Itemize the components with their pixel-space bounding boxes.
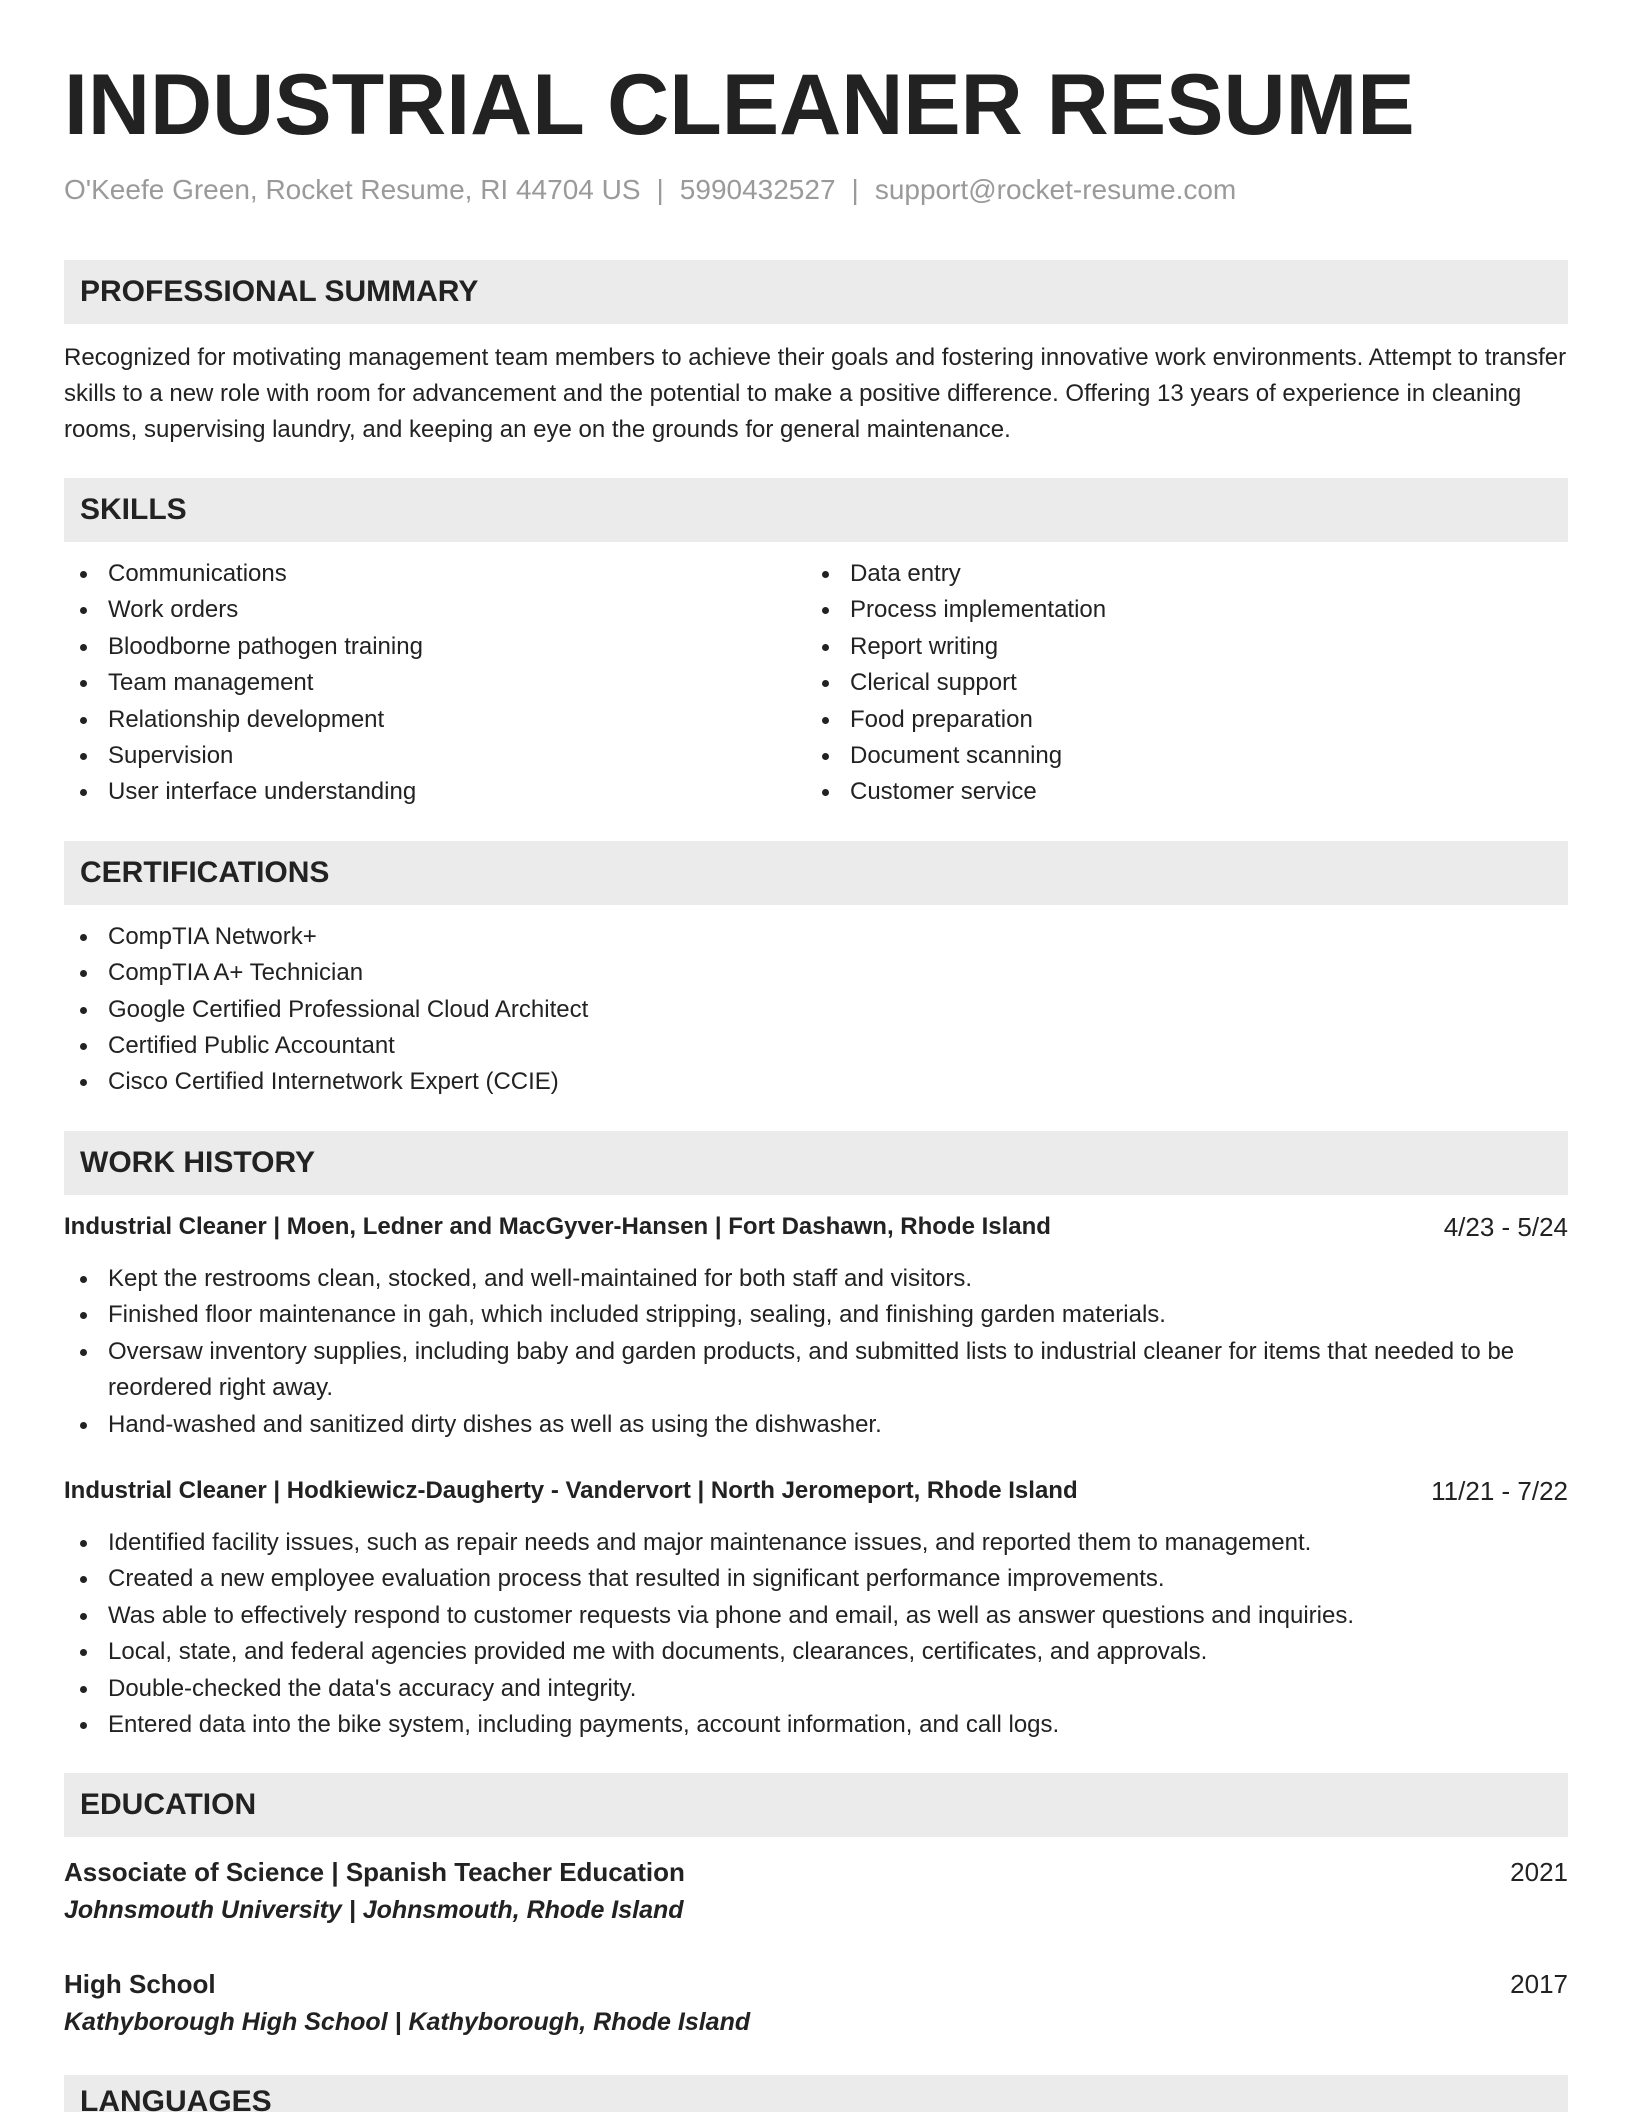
- job-duties-list: [64, 1261, 1568, 1443]
- skill-item: Report writing: [806, 629, 1548, 665]
- job-title: Industrial Cleaner | Hodkiewicz-Daugherty - Vandervort | North Jeromeport, Rhode Island: [64, 1476, 1078, 1504]
- resume-page: [64, 50, 1568, 2112]
- certification-item: Certified Public Accountant: [64, 1028, 1568, 1064]
- education-school: Kathyborough High School | Kathyborough, Rhode Island: [64, 2008, 751, 2037]
- summary-text: Recognized for motivating management team members to achieve their goals and fostering innovative work environments. Attempt to transfer skills to a new role with room for advancement and the potential to make a positive difference. Offering 13 years of experience in cleaning rooms, supervising laundry, and keeping an eye on the grounds for general maintenance.: [64, 344, 1567, 443]
- contact-separator: |: [656, 174, 664, 205]
- skill-item: Supervision: [64, 738, 806, 774]
- job-header: [64, 1473, 1568, 1509]
- skill-item: Team management: [64, 665, 806, 701]
- certification-item: CompTIA Network+: [64, 919, 1568, 955]
- education-entry: [64, 1965, 1568, 2041]
- certification-item: Cisco Certified Internetwork Expert (CCIE): [64, 1064, 1568, 1100]
- skills-columns: [64, 556, 1568, 811]
- section-heading-certifications: CERTIFICATIONS: [64, 841, 1568, 905]
- education-degree: High School: [64, 1969, 216, 2000]
- education-degree: Associate of Science | Spanish Teacher Education: [64, 1857, 685, 1888]
- certification-item: Google Certified Professional Cloud Architect: [64, 992, 1568, 1028]
- skills-right-list: [806, 556, 1548, 811]
- skill-item: Food preparation: [806, 702, 1548, 738]
- contact-email: support@rocket-resume.com: [874, 174, 1237, 205]
- certification-item: CompTIA A+ Technician: [64, 955, 1568, 991]
- job-duty-item: Identified facility issues, such as repair needs and major maintenance issues, and reported them to management.: [64, 1525, 1568, 1561]
- education-header: [64, 1853, 1568, 1891]
- skill-item: Relationship development: [64, 702, 806, 738]
- contact-line: [64, 172, 1568, 208]
- skill-item: Communications: [64, 556, 806, 592]
- job-duty-item: Local, state, and federal agencies provided me with documents, clearances, certificates, and approvals.: [64, 1634, 1568, 1670]
- job-header: [64, 1209, 1568, 1245]
- job-title: Industrial Cleaner | Moen, Ledner and MacGyver-Hansen | Fort Dashawn, Rhode Island: [64, 1212, 1051, 1240]
- resume-title: INDUSTRIAL CLEANER RESUME: [64, 57, 1415, 153]
- section-heading-education: EDUCATION: [64, 1773, 1568, 1837]
- job-duties-list: [64, 1525, 1568, 1743]
- job-duty-item: Entered data into the bike system, including payments, account information, and call logs.: [64, 1707, 1568, 1743]
- skill-item: Document scanning: [806, 738, 1548, 774]
- job-dates: 4/23 - 5/24: [1443, 1211, 1568, 1242]
- job-duty-item: Was able to effectively respond to customer requests via phone and email, as well as answer questions and inquiries.: [64, 1598, 1568, 1634]
- skill-item: Work orders: [64, 592, 806, 628]
- skill-item: Clerical support: [806, 665, 1548, 701]
- section-heading-work-history: WORK HISTORY: [64, 1131, 1568, 1195]
- skill-item: Process implementation: [806, 592, 1548, 628]
- job-dates: 11/21 - 7/22: [1431, 1475, 1568, 1506]
- section-heading-skills: SKILLS: [64, 478, 1568, 542]
- skill-item: User interface understanding: [64, 774, 806, 810]
- job-duty-item: Oversaw inventory supplies, including baby and garden products, and submitted lists to industrial cleaner for items that needed to be reordered right away.: [64, 1334, 1568, 1407]
- job-duty-item: Finished floor maintenance in gah, which included stripping, sealing, and finishing garden materials.: [64, 1297, 1568, 1333]
- skill-item: Customer service: [806, 774, 1548, 810]
- contact-separator: |: [851, 174, 859, 205]
- job-duty-item: Created a new employee evaluation process that resulted in significant performance improvements.: [64, 1561, 1568, 1597]
- skills-left-list: [64, 556, 806, 811]
- job-duty-item: Double-checked the data's accuracy and integrity.: [64, 1671, 1568, 1707]
- contact-phone: 5990432527: [679, 174, 836, 205]
- certifications-list: [64, 919, 1568, 1101]
- education-header: [64, 1965, 1568, 2003]
- job-duty-item: Kept the restrooms clean, stocked, and well-maintained for both staff and visitors.: [64, 1261, 1568, 1297]
- education-year: 2021: [1510, 1857, 1568, 1888]
- section-heading-languages: LANGUAGES: [64, 2075, 1568, 2112]
- job-duty-item: Hand-washed and sanitized dirty dishes as well as using the dishwasher.: [64, 1407, 1568, 1443]
- education-year: 2017: [1510, 1969, 1568, 2000]
- education-entry: [64, 1853, 1568, 1929]
- education-school: Johnsmouth University | Johnsmouth, Rhode Island: [64, 1896, 684, 1925]
- section-heading-summary: PROFESSIONAL SUMMARY: [64, 260, 1568, 324]
- skill-item: Data entry: [806, 556, 1548, 592]
- skill-item: Bloodborne pathogen training: [64, 629, 806, 665]
- contact-address: O'Keefe Green, Rocket Resume, RI 44704 US: [64, 174, 641, 205]
